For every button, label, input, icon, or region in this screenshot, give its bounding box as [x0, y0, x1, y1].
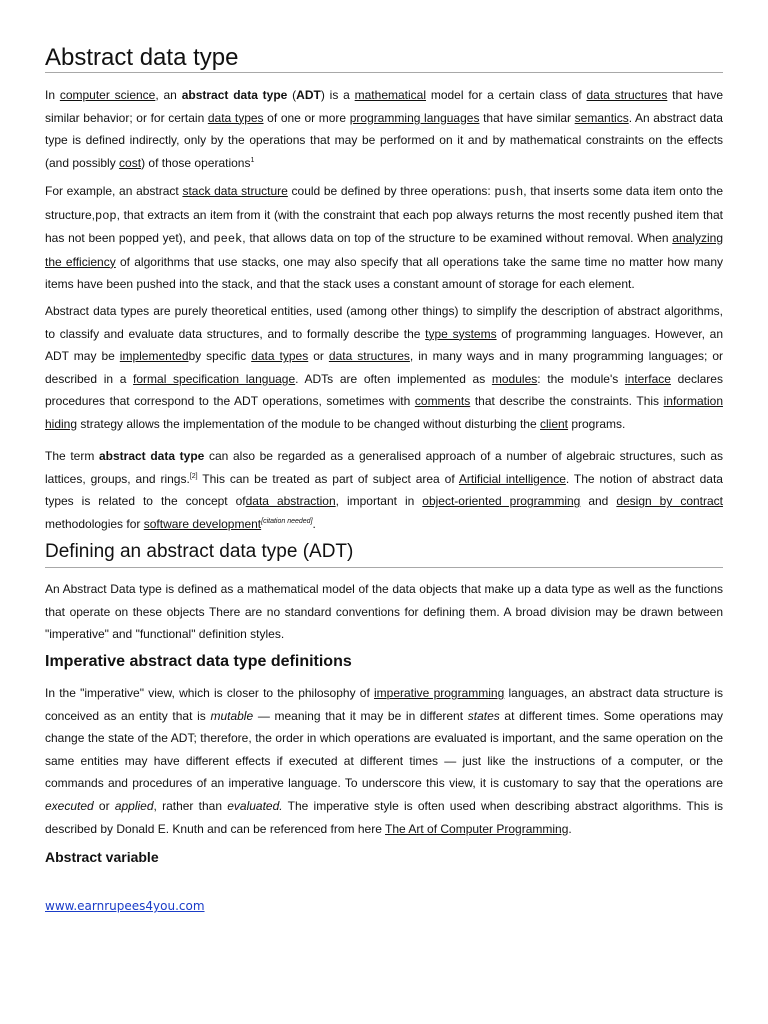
stack-example-paragraph [45, 180, 723, 296]
link-mathematical[interactable]: mathematical [354, 88, 427, 102]
theory-paragraph [45, 300, 723, 436]
text: that have similar behavior; or for certain [45, 88, 723, 125]
link-artificial-intelligence[interactable]: Artificial intelligence [458, 471, 566, 486]
text: . The notion of abstract data types is related to the concept of [45, 471, 723, 509]
link-implemented[interactable]: implemented [119, 349, 189, 364]
link-computer-science[interactable]: computer science [59, 88, 156, 102]
italic-term: mutable [210, 708, 254, 723]
text: strategy allows the implementation of the module to be changed without disturbing the [77, 416, 540, 431]
text: : the module's [537, 371, 625, 386]
text: . An abstract data type is defined indirectly, only by the operations that may be performed on it and by mathematical constraints on the effects (and possibly [45, 110, 723, 170]
citation-needed[interactable]: [citation needed] [261, 517, 313, 525]
footnote-1[interactable]: 1 [250, 156, 255, 164]
subsubsection-heading-abstract-variable: Abstract variable [45, 849, 159, 865]
text: that describe the constraints. This [470, 394, 664, 409]
link-formal-specification-language[interactable]: formal specification language [133, 371, 296, 386]
text: . [568, 821, 572, 836]
text: , that inserts some data item onto the structure, [45, 184, 724, 222]
code-push: push [494, 185, 524, 199]
text: ( [287, 88, 297, 102]
text: of algorithms that use stacks, one may also specify that all operations take the same time no matter how many items have been pushed into the stack, and that the stack uses a constant amount of storage for each element. [45, 254, 724, 292]
link-interface[interactable]: interface [624, 371, 671, 386]
text: , that extracts an item from it (with the constraint that each pop always returns the most recently pushed item that has not been popped yet), and [45, 207, 723, 246]
text: and [580, 494, 617, 509]
italic-term: applied [114, 798, 154, 813]
link-programming-languages[interactable]: programming languages [349, 110, 480, 125]
text: , that allows data on top of the structure to be examined without removal. When [242, 231, 673, 246]
link-analyzing-efficiency[interactable]: analyzing the efficiency [45, 231, 723, 269]
text: declares procedures that correspond to the ADT operations, sometimes with [45, 371, 723, 409]
text: . [312, 516, 316, 531]
text: In [45, 88, 60, 102]
text: or [93, 798, 115, 813]
link-data-types[interactable]: data types [207, 110, 264, 125]
italic-term: states [467, 708, 500, 723]
text: The imperative style is often used when describing abstract algorithms. This is described by Donald E. Knuth and can be referenced from here [45, 798, 724, 836]
link-data-types-2[interactable]: data types [251, 349, 309, 364]
link-data-abstraction[interactable]: data abstraction [245, 494, 336, 509]
text: that have similar [479, 110, 575, 125]
text: can also be regarded as a generalised approach of a number of algebraic structures, such as lattices, groups, and rings. [45, 449, 723, 486]
text: or [308, 349, 329, 364]
text: This can be treated as part of subject area of [197, 471, 459, 486]
bold-term: abstract data type [98, 449, 205, 463]
bold-abbr: ADT [296, 88, 321, 102]
text: , in many ways and in many programming languages; or described in a [45, 349, 724, 386]
italic-term: executed [45, 798, 94, 813]
link-stack-data-structure[interactable]: stack data structure [182, 184, 288, 198]
code-pop: pop [95, 208, 117, 223]
text: model for a certain class of [426, 88, 587, 102]
footnote-2[interactable]: [2] [189, 472, 198, 480]
text: methodologies for [45, 516, 144, 531]
intro-paragraph [45, 84, 723, 174]
code-peek: peek [213, 232, 243, 247]
link-modules[interactable]: modules [491, 371, 538, 386]
definition-paragraph: An Abstract Data type is defined as a mathematical model of the data objects that make up a data type as well as the functions that operate on these objects There are no standard conventions for defining them. A broad division may be drawn between "imperative" and "functional" definition styles. [45, 582, 723, 642]
link-client[interactable]: client [539, 416, 568, 431]
text: Abstract data types are purely theoretical entities, used (among other things) to simplify the description of abstract algorithms, to classify and evaluate data structures, and to formally describe the [45, 304, 723, 341]
text: , important in [335, 494, 423, 509]
algebraic-paragraph [45, 445, 723, 535]
text: — meaning that it may be in different [253, 708, 468, 723]
text: of programming languages. However, an ADT may be [45, 326, 723, 364]
text: ) is a [320, 88, 355, 102]
link-information-hiding[interactable]: information hiding [45, 394, 723, 431]
link-type-systems[interactable]: type systems [425, 326, 497, 341]
text: at different times. Some operations may change the state of the ADT; therefore, the order in which operations are evaluated is important, and the same operation on the same entities may have different effects if executed at different times — just like the instructions of a computer, or the commands and procedures of an imperative language. To underscore this view, it is customary to say that the operations are [45, 708, 723, 791]
text: . ADTs are often implemented as [295, 371, 492, 386]
link-comments[interactable]: comments [414, 394, 471, 409]
text: by specific [188, 349, 252, 364]
text: ) of those operations [141, 155, 251, 170]
page-title: Abstract data type [45, 44, 723, 73]
link-semantics[interactable]: semantics [574, 110, 629, 125]
imperative-paragraph [45, 682, 723, 840]
text: languages, an abstract data structure is conceived as an entity that is [45, 686, 723, 723]
link-data-structures-2[interactable]: data structures [328, 349, 410, 364]
subsection-heading-imperative: Imperative abstract data type definitions [45, 653, 352, 670]
text: of one or more [263, 110, 350, 125]
text: In the "imperative" view, which is closer to the philosophy of [45, 686, 374, 700]
text: programs. [568, 416, 626, 431]
text: The term [45, 449, 99, 463]
link-imperative-programming[interactable]: imperative programming [374, 686, 505, 700]
footer-site-link[interactable]: www.earnrupees4you.com [45, 899, 205, 913]
text: For example, an abstract [45, 184, 183, 198]
italic-term: evaluated. [227, 798, 283, 813]
bold-term: abstract data type [181, 88, 288, 102]
text: could be defined by three operations: [287, 184, 495, 198]
link-data-structures[interactable]: data structures [586, 88, 668, 102]
link-art-of-computer-programming[interactable]: The Art of Computer Programming [385, 821, 569, 836]
section-heading-defining: Defining an abstract data type (ADT) [45, 540, 723, 568]
link-software-development[interactable]: software development [143, 516, 262, 531]
text: , rather than [153, 798, 228, 813]
link-design-by-contract[interactable]: design by contract [616, 494, 723, 509]
link-cost[interactable]: cost [119, 155, 142, 170]
text: , an [155, 88, 182, 102]
link-object-oriented-programming[interactable]: object-oriented programming [422, 494, 581, 509]
